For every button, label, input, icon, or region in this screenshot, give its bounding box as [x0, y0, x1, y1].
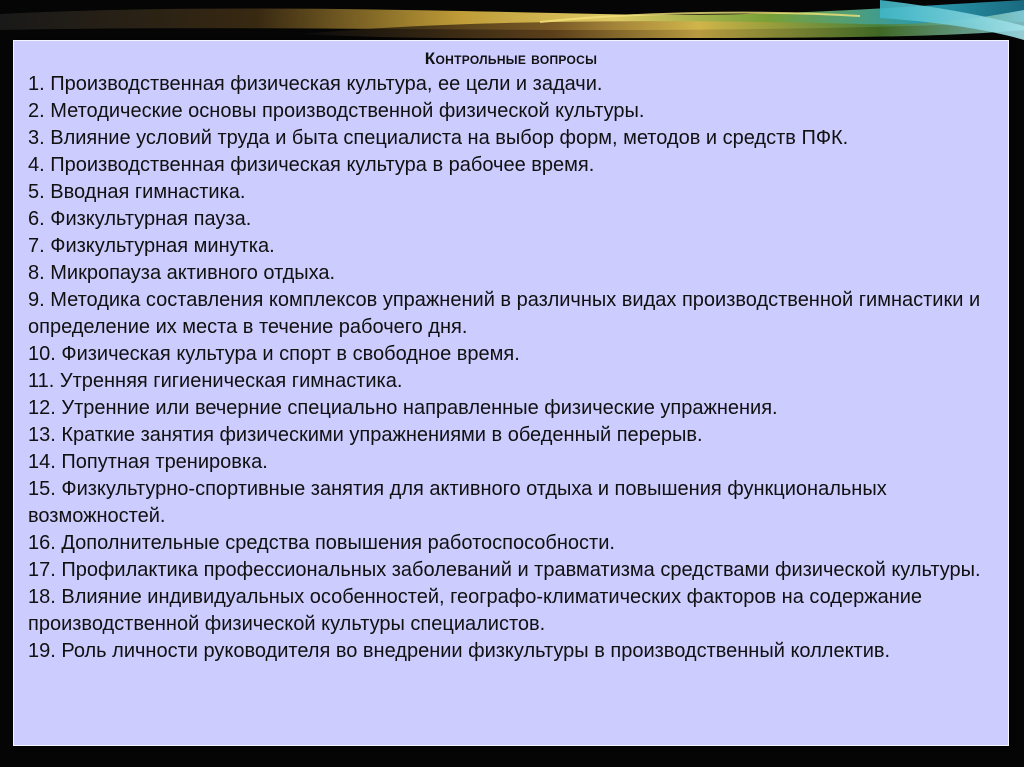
list-item: 4. Производственная физическая культура в рабочее время. — [28, 154, 595, 176]
page-title: Контрольные вопросы — [424, 49, 598, 68]
list-item: 14. Попутная тренировка. — [28, 451, 268, 473]
list-item: 6. Физкультурная пауза. — [28, 208, 252, 230]
list-item: 1. Производственная физическая культура, ее цели и задачи. — [28, 73, 603, 95]
list-item: 2. Методические основы производственной физической культуры. — [28, 100, 645, 122]
list-item: 18. Влияние индивидуальных особенностей, географо-климатических факторов на содержание производственной физической культуры специалистов. — [28, 586, 923, 635]
list-item: 12. Утренние или вечерние специально направленные физические упражнения. — [28, 397, 778, 419]
list-item: 17. Профилактика профессиональных заболеваний и травматизма средствами физической культуры. — [28, 559, 981, 581]
questions-list — [28, 71, 994, 665]
list-item: 19. Роль личности руководителя во внедрении физкультуры в производственный коллектив. — [28, 640, 891, 662]
questions-panel — [13, 40, 1009, 746]
list-item: 13. Краткие занятия физическими упражнениями в обеденный перерыв. — [28, 424, 703, 446]
list-item: 15. Физкультурно-спортивные занятия для активного отдыха и повышения функциональных возможностей. — [28, 478, 887, 527]
list-item: 8. Микропауза активного отдыха. — [28, 262, 336, 284]
list-item: 11. Утренняя гигиеническая гимнастика. — [28, 370, 403, 392]
list-item: 16. Дополнительные средства повышения работоспособности. — [28, 532, 615, 554]
list-item: 10. Физическая культура и спорт в свободное время. — [28, 343, 520, 365]
list-item: 7. Физкультурная минутка. — [28, 235, 275, 257]
list-item: 3. Влияние условий труда и быта специалиста на выбор форм, методов и средств ПФК. — [28, 127, 849, 149]
list-item: 5. Вводная гимнастика. — [28, 181, 246, 203]
list-item: 9. Методика составления комплексов упражнений в различных видах производственной гимнастики и определение их места в течение рабочего дня. — [28, 289, 981, 338]
